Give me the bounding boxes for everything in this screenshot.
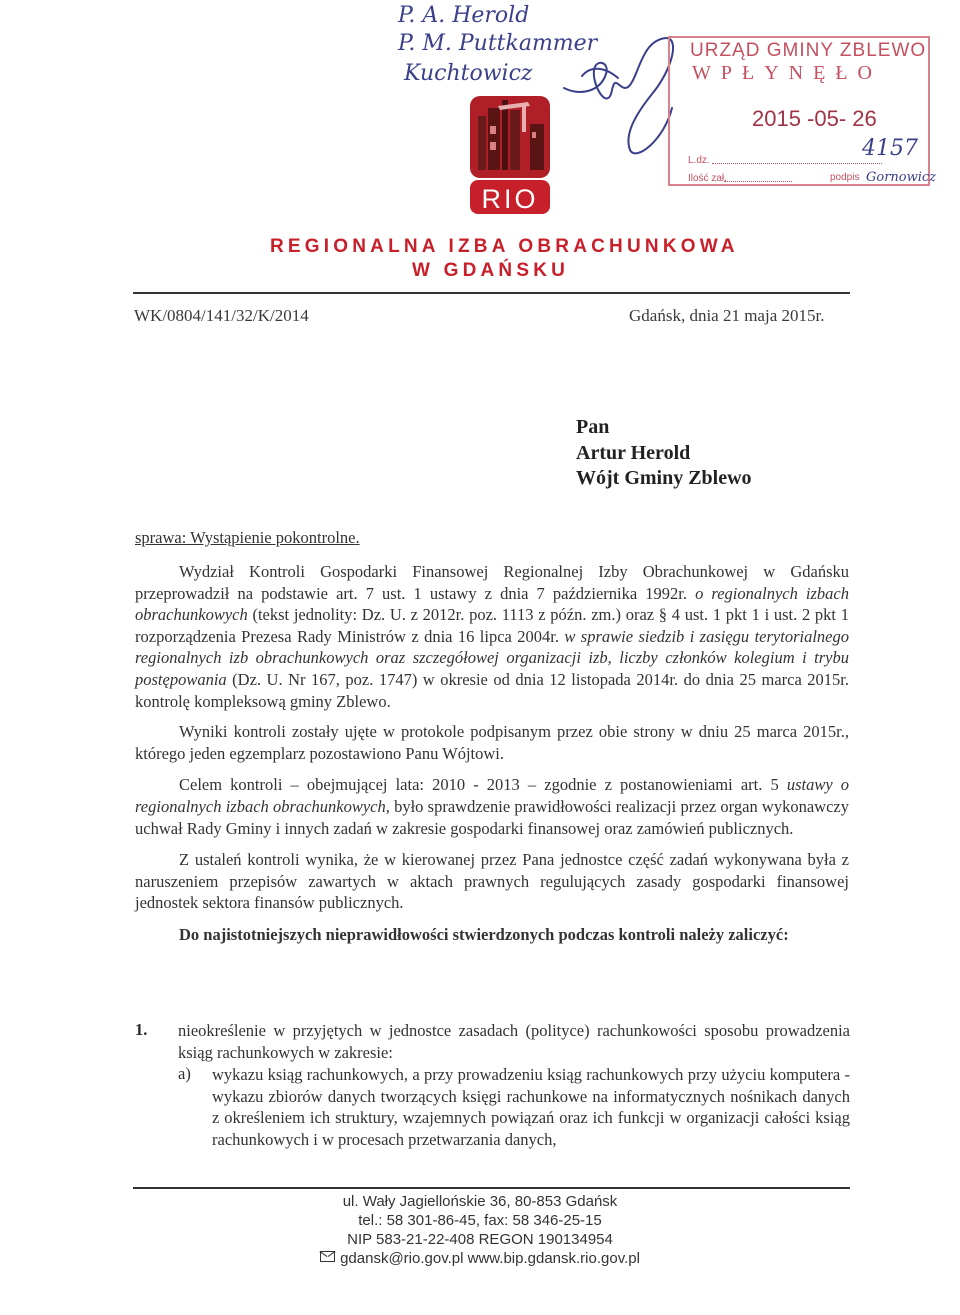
addressee-title: Wójt Gminy Zblewo [576,467,752,489]
institution-name-line1: REGIONALNA IZBA OBRACHUNKOWA [270,236,739,257]
envelope-icon [320,1251,335,1262]
institution-name-line2: W GDAŃSKU [412,260,570,281]
list-item-1: nieokreślenie w przyjętych w jednostce zasadach (polityce) rachunkowości sposobu prowadzenia ksiąg rachunkowych w zakresie: [178,1021,850,1062]
paragraph-1-text: (tekst jednolity: Dz. U. z 2012r. poz. 1113 z późn. zm.) oraz § 4 ust. 1 pkt 1 i ust. 2 pkt 1 rozporządzenia Prezesa Rady Ministrów z dnia 16 lipca 2004r. [135,605,849,646]
logo-text: RIO [481,184,539,214]
paragraph-2: Wyniki kontroli zostały ujęte w protokole podpisanym przez obie strony w dniu 25 marca 2015r., którego jeden egzemplarz pozostawiono Panu Wójtowi. [135,722,849,763]
place-date: Gdańsk, dnia 21 maja 2015r. [629,306,825,325]
paragraph-1-text: Wydział Kontroli Gospodarki Finansowej Regionalnej Izby Obrachunkowej w Gdańsku przeprowadził na podstawie art. 7 ust. 1 ustawy z dnia 7 października 1992r. [135,562,849,603]
rio-logo [470,96,550,214]
paragraph-1-text: (Dz. U. Nr 167, poz. 1747) w okresie od dnia 12 listopada 2014r. do dnia 25 marca 2015r. kontrolę kompleksową gminy Zblewo. [135,669,849,711]
stamp-ilosc-label: Ilość zał. [688,173,727,184]
subject-line: sprawa: Wystąpienie pokontrolne. [135,528,360,547]
paragraph-4: Z ustaleń kontroli wynika, że w kierowanej przez Pana jednostce część zadań wykonywana była z naruszeniem przepisów zawartych w aktach prawnych regulujących zasady gospodarki finansowej jednostek sektora finansów publicznych. [135,850,849,913]
paragraph-3 [135,774,849,839]
paragraph-3-text: było sprawdzenie prawidłowości realizacji przez organ wykonawczy uchwał Rady Gminy i innych zadań w zakresie gospodarki finansowej oraz zamówień publicznych. [135,796,849,838]
addressee-salutation: Pan [576,416,610,438]
footer-contact [0,1249,960,1268]
stamp-date: 2015 -05- 26 [752,106,877,131]
header-rule [133,292,850,294]
footer-website[interactable]: www.bip.gdansk.rio.gov.pl [467,1250,640,1267]
stamp-received: WPŁYNĘŁO [692,62,882,84]
registry-stamp [668,36,937,186]
handwritten-note-1: P. A. Herold [398,3,530,28]
footer-email[interactable]: gdansk@rio.gov.pl [340,1250,464,1267]
footer-ids: NIP 583-21-22-408 REGON 190134954 [347,1231,613,1248]
stamp-reg-number: 4157 [862,136,918,161]
stamp-dotted-line [712,163,882,164]
sub-item-a: wykazu ksiąg rachunkowych, a przy prowadzeniu ksiąg rachunkowych przy użyciu komputera - wykazu zbiorów danych tworzących księgi rachunkowe na informatycznych nośnikach danych z określeniem ich struktury, wzajemnych powiązań oraz ich funkcji w organizacji całości ksiąg rachunkowych i w procesach przetwarzania danych, [212,1065,850,1149]
paragraph-1 [135,561,849,712]
list-number-1: 1. [135,1020,148,1039]
stamp-office: URZĄD GMINY ZBLEWO [690,40,927,61]
handwritten-note-2: P. M. Puttkammer [398,31,598,56]
act-title: ustawy o regionalnych izbach obrachunkowych, [135,775,849,816]
act-title: o regionalnych izbach obrachunkowych [135,583,850,625]
footer-rule [133,1187,850,1189]
paragraph-3-text: Celem kontroli – obejmującej lata: 2010 - 2013 – zgodnie z postanowieniami art. 5 [179,775,787,795]
signature [560,30,680,160]
stamp-ldz-label: L.dz. [688,155,710,166]
regulation-title: w sprawie siedzib i zasięgu terytorialnego regionalnych izb obrachunkowych oraz szczegółowej organizacji izb, liczby członków kolegium i trybu postępowania [135,626,849,689]
footer-phone: tel.: 58 301-86-45, fax: 58 346-25-15 [358,1212,602,1229]
letter-body [135,561,849,946]
stamp-dotted-line [724,181,792,182]
paragraph-5: Do najistotniejszych nieprawidłowości stwierdzonych podczas kontroli należy zaliczyć: [179,924,789,944]
footer-address: ul. Wały Jagiellońskie 36, 80-853 Gdańsk [342,1193,618,1210]
stamp-signed-name: Gornowicz [866,170,937,185]
addressee-name: Artur Herold [576,442,691,464]
sub-item-a-label: a) [178,1064,191,1083]
reference-number: WK/0804/141/32/K/2014 [134,306,309,325]
stamp-podpis-label: podpis [830,172,860,183]
handwritten-note-3: Kuchtowicz [404,61,533,86]
